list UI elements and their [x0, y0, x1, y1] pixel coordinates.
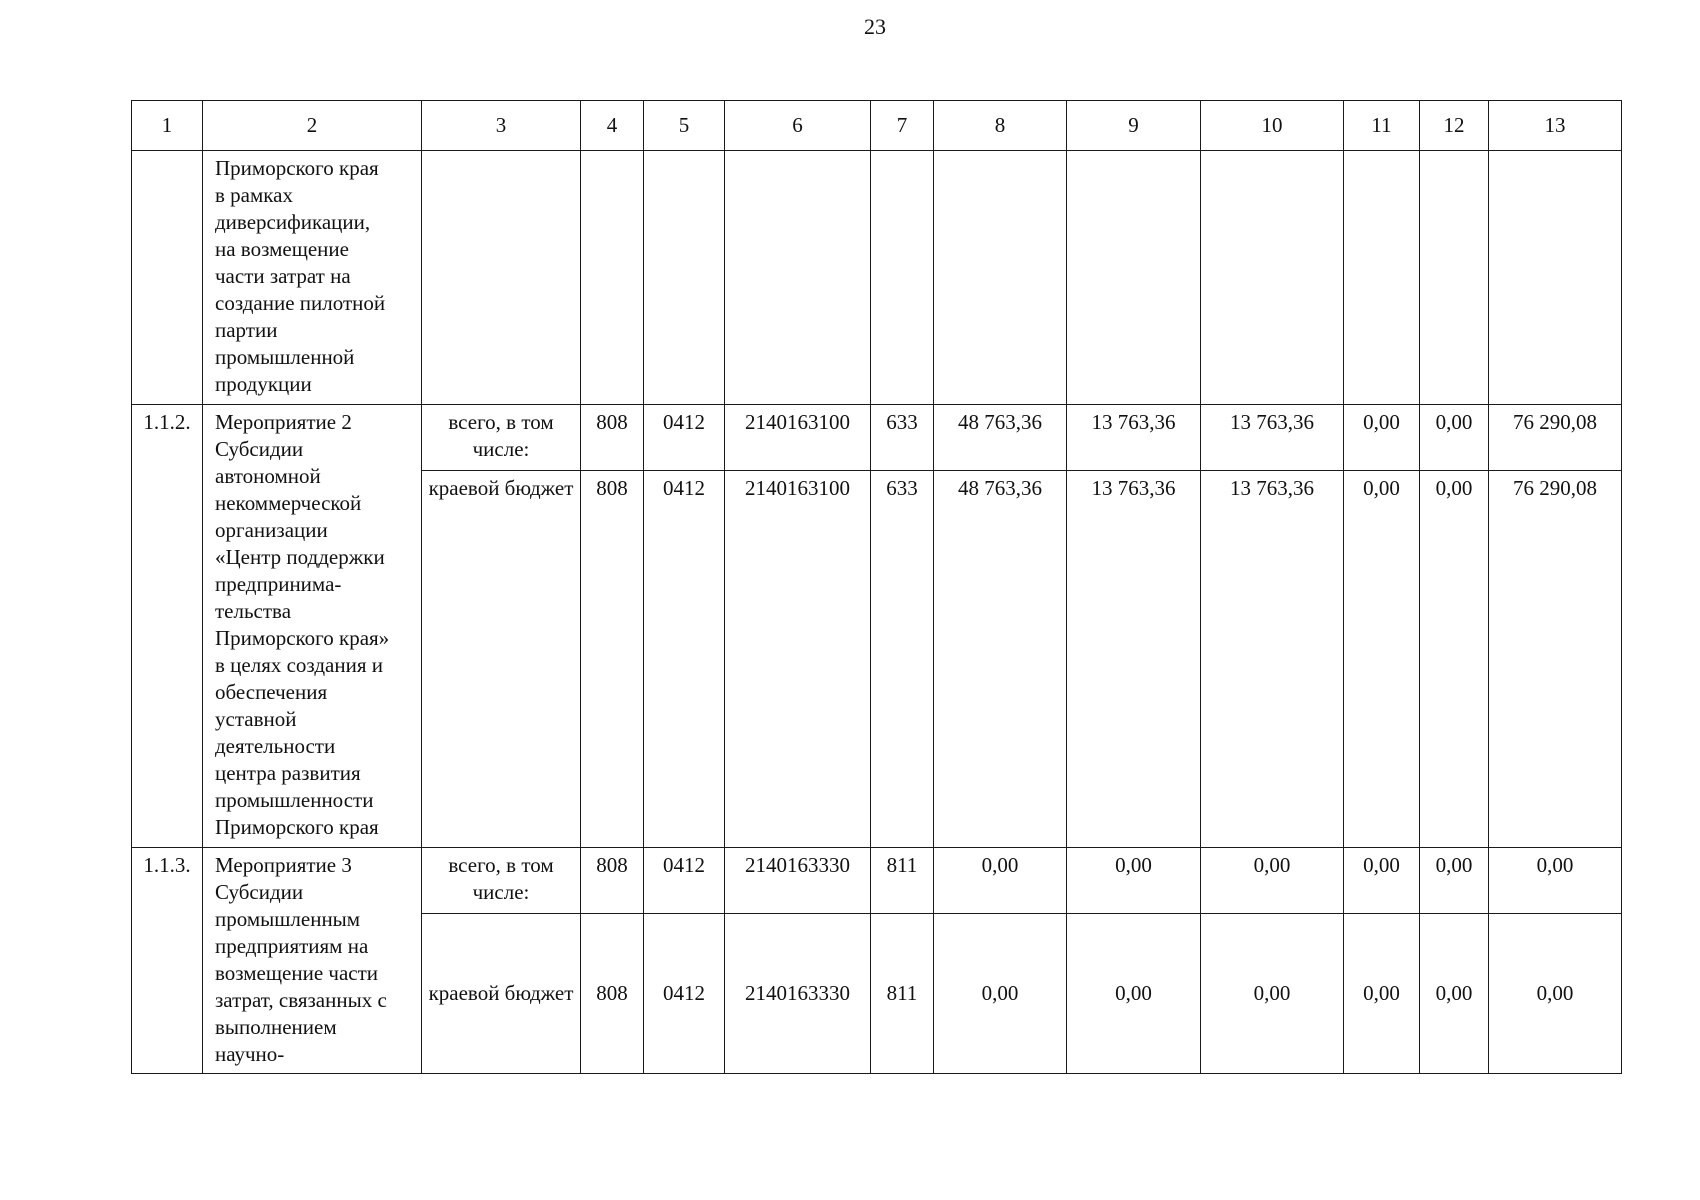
funding-source: краевой бюджет: [422, 471, 581, 848]
value-cell: 0,00: [934, 914, 1067, 1074]
column-header: 5: [644, 101, 725, 151]
value-cell: 0,00: [1067, 848, 1201, 914]
value-cell: 808: [581, 848, 644, 914]
value-cell: 0,00: [1201, 914, 1344, 1074]
value-cell: 0,00: [1420, 471, 1489, 848]
table-row: [132, 405, 1622, 471]
column-header: 3: [422, 101, 581, 151]
value-cell: 0,00: [1420, 848, 1489, 914]
value-cell: 13 763,36: [1067, 405, 1201, 471]
value-cell: 0,00: [1344, 471, 1420, 848]
value-cell: 811: [871, 848, 934, 914]
item-number: 1.1.3.: [132, 848, 203, 1074]
value-cell: 0,00: [1344, 405, 1420, 471]
funding-source: всего, в том числе:: [422, 848, 581, 914]
value-cell: 0412: [644, 471, 725, 848]
column-header: 11: [1344, 101, 1420, 151]
table-header-row: [132, 101, 1622, 151]
item-number: 1.1.2.: [132, 405, 203, 848]
column-header: 13: [1489, 101, 1622, 151]
column-header: 6: [725, 101, 871, 151]
value-cell: 13 763,36: [1067, 471, 1201, 848]
value-cell: 0,00: [1344, 914, 1420, 1074]
budget-table: [131, 100, 1622, 1074]
value-cell: 808: [581, 914, 644, 1074]
value-cell: 0,00: [1489, 914, 1622, 1074]
value-cell: 2140163330: [725, 914, 871, 1074]
item-description: Приморского края в рамках диверсификации, на возмещение части затрат на создание пилотной партии промышленной продукции: [203, 151, 422, 405]
column-header: 10: [1201, 101, 1344, 151]
value-cell: 76 290,08: [1489, 405, 1622, 471]
value-cell: 48 763,36: [934, 471, 1067, 848]
column-header: 2: [203, 101, 422, 151]
value-cell: 2140163100: [725, 405, 871, 471]
value-cell: 0412: [644, 405, 725, 471]
value-cell: 0,00: [1489, 848, 1622, 914]
column-header: 8: [934, 101, 1067, 151]
value-cell: 2140163330: [725, 848, 871, 914]
value-cell: 0,00: [1420, 405, 1489, 471]
column-header: 4: [581, 101, 644, 151]
value-cell: 13 763,36: [1201, 471, 1344, 848]
table-row-continuation: [132, 151, 1622, 405]
table-row: [132, 848, 1622, 914]
item-number-cell: [132, 151, 203, 405]
column-header: 9: [1067, 101, 1201, 151]
value-cell: 48 763,36: [934, 405, 1067, 471]
value-cell: 0412: [644, 848, 725, 914]
item-description: Мероприятие 2 Субсидии автономной некоммерческой организации «Центр поддержки предпринима- тельства Приморского края» в целях создания и обеспечения уставной деятельности центра развития промышленности Приморского края: [203, 405, 422, 848]
funding-source: краевой бюджет: [422, 914, 581, 1074]
item-description: Мероприятие 3 Субсидии промышленным предприятиям на возмещение части затрат, связанных с выполнением научно-: [203, 848, 422, 1074]
column-header: 12: [1420, 101, 1489, 151]
value-cell: 2140163100: [725, 471, 871, 848]
column-header: 1: [132, 101, 203, 151]
value-cell: 0,00: [1067, 914, 1201, 1074]
value-cell: 0412: [644, 914, 725, 1074]
value-cell: 808: [581, 405, 644, 471]
value-cell: 0,00: [934, 848, 1067, 914]
value-cell: 0,00: [1420, 914, 1489, 1074]
value-cell: 13 763,36: [1201, 405, 1344, 471]
value-cell: 633: [871, 471, 934, 848]
value-cell: 811: [871, 914, 934, 1074]
column-header: 7: [871, 101, 934, 151]
value-cell: 76 290,08: [1489, 471, 1622, 848]
value-cell: 808: [581, 471, 644, 848]
page-number: 23: [864, 14, 886, 39]
value-cell: 0,00: [1201, 848, 1344, 914]
funding-source: всего, в том числе:: [422, 405, 581, 471]
value-cell: 633: [871, 405, 934, 471]
value-cell: 0,00: [1344, 848, 1420, 914]
